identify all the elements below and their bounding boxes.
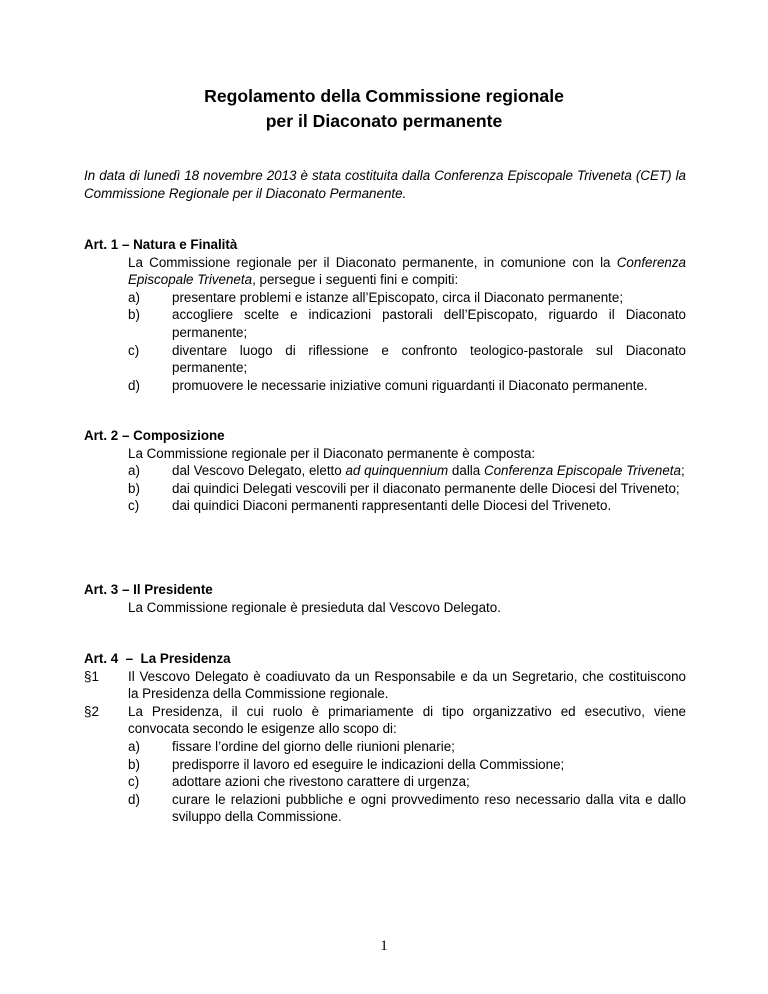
list-item-text [172,462,686,480]
list-item-text-part: ; [680,463,685,479]
paragraph-label: §1 [84,668,99,684]
list-item [128,791,686,826]
article-2 [84,427,686,515]
title-line-2: per il Diaconato permanente [265,111,503,131]
article-1-body-text: La Commissione regionale per il Diaconato permanente, in comunione con la [128,254,617,270]
article-3-body: La Commissione regionale è presieduta dal Vescovo Delegato. [128,599,501,615]
list-item-text: dai quindici Diaconi permanenti rappresentanti delle Diocesi del Triveneto. [172,498,612,514]
list-item-label: b) [128,756,140,772]
paragraph-text: La Presidenza, il cui ruolo è primariamente di tipo organizzativo ed esecutivo, viene convocata secondo le esigenze allo scopo di: [128,703,686,737]
list-item-label: d) [128,791,140,807]
article-1 [84,236,686,394]
article-1-body-emphasis: Conferenza Episcopale Triveneta [128,254,686,288]
list-item-text: promuovere le necessarie iniziative comuni riguardanti il Diaconato permanente. [172,377,648,393]
list-item [128,738,686,756]
list-item-text: adottare azioni che rivestono carattere di urgenza; [172,774,470,790]
list-item-text: accogliere scelte e indicazioni pastorali dell’Episcopato, riguardo il Diaconato permanente; [172,307,686,340]
list-item [128,497,686,515]
list-item [128,342,686,377]
list-item-label: c) [128,774,140,790]
article-1-body-text-end: , persegue i seguenti fini e compiti: [252,272,459,288]
list-item-text-part: dalla [448,463,484,479]
list-item-label: a) [128,738,140,754]
list-item [128,756,686,774]
paragraph-2 [84,703,686,738]
list-item-label: c) [128,342,140,358]
list-item [128,306,686,341]
list-item [128,480,686,498]
list-item-text: fissare l’ordine del giorno delle riunioni plenarie; [172,738,455,754]
list-item-label: b) [128,480,140,496]
list-item-text: dai quindici Delegati vescovili per il diaconato permanente delle Diocesi del Triveneto; [172,480,680,496]
title-line-1: Regolamento della Commissione regionale [204,86,564,106]
list-item-emphasis: ad quinquennium [345,463,449,479]
list-item [128,289,686,307]
paragraph-label: §2 [84,703,99,719]
paragraph-text: Il Vescovo Delegato è coadiuvato da un Responsabile e da un Segretario, che costituiscono la Presidenza della Commissione regionale. [128,668,686,702]
list-item [128,462,686,480]
article-1-heading: Art. 1 – Natura e Finalità [84,237,238,252]
article-2-body: La Commissione regionale per il Diaconato permanente è composta: [128,445,536,461]
page-number: 1 [380,938,388,954]
intro-paragraph: In data di lunedì 18 novembre 2013 è stata costituita dalla Conferenza Episcopale Triveneta (CET) la Commissione Regionale per il Diaconato Permanente. [84,168,686,201]
list-item-label: d) [128,377,140,393]
article-1-body [128,254,686,289]
document-title [0,84,768,134]
list-item [128,773,686,791]
article-4 [84,650,686,826]
list-item-label: c) [128,498,140,514]
list-item-text: diventare luogo di riflessione e confronto teologico-pastorale sul Diaconato permanente; [172,342,686,376]
paragraph-1 [84,668,686,703]
list-item-label: a) [128,463,140,479]
list-item-label: b) [128,307,140,323]
article-3-heading: Art. 3 – Il Presidente [84,582,213,597]
article-4-heading: Art. 4 – La Presidenza [84,651,231,666]
list-item-text: presentare problemi e istanze all’Episcopato, circa il Diaconato permanente; [172,289,624,305]
article-3 [84,581,686,616]
list-item-emphasis: Conferenza Episcopale Triveneta [483,463,681,479]
list-item [128,377,686,395]
list-item-text-part: dal Vescovo Delegato, eletto [172,463,346,479]
list-item-text: predisporre il lavoro ed eseguire le indicazioni della Commissione; [172,756,565,772]
article-2-heading: Art. 2 – Composizione [84,428,225,443]
list-item-label: a) [128,289,140,305]
list-item-text: curare le relazioni pubbliche e ogni provvedimento reso necessario dalla vita e dallo sviluppo della Commissione. [172,791,686,825]
